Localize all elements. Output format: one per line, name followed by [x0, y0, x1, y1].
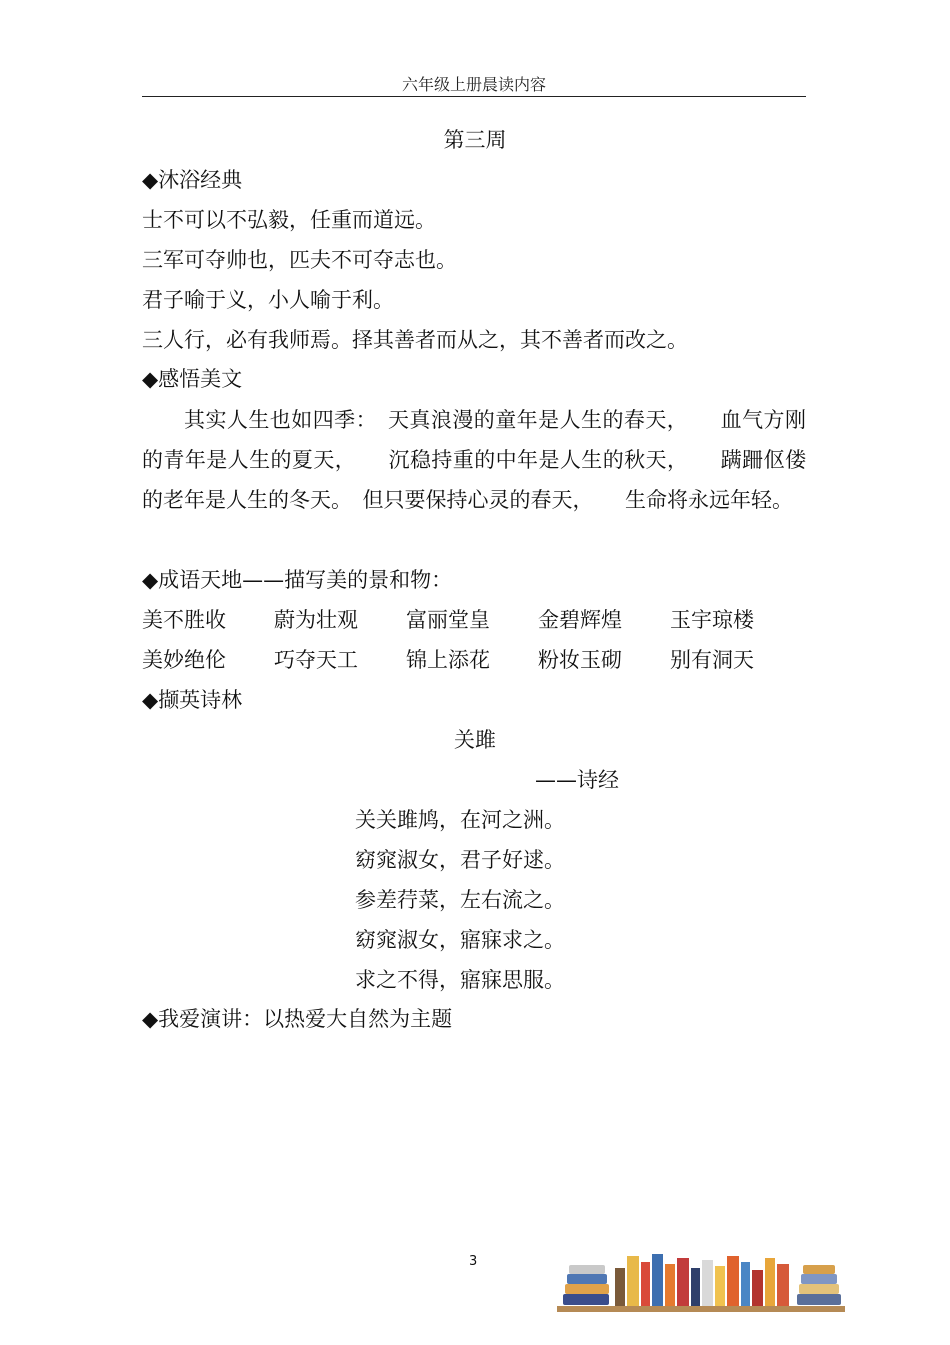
bookshelf-icon: [557, 1250, 845, 1314]
header-divider: [142, 96, 806, 97]
week-title: 第三周: [443, 128, 507, 152]
poem-line: 参差荇菜，左右流之。: [355, 888, 565, 912]
page-number: 3: [469, 1254, 478, 1269]
idiom: 富丽堂皇: [406, 608, 490, 632]
poem-title: 关雎: [454, 728, 496, 752]
idiom: 金碧辉煌: [538, 608, 622, 632]
idiom-row-1: [142, 605, 802, 635]
classics-line: 君子喻于义，小人喻于利。: [142, 288, 394, 312]
page-header: 六年级上册晨读内容: [401, 75, 546, 94]
classics-line: 三军可夺帅也，匹夫不可夺志也。: [142, 248, 457, 272]
idiom-row-2: [142, 645, 802, 675]
idiom: 美不胜收: [142, 608, 226, 632]
idiom: 巧夺天工: [274, 648, 358, 672]
idiom: 美妙绝伦: [142, 648, 226, 672]
poem-author: ——诗经: [535, 768, 619, 792]
poem-line: 关关雎鸠，在河之洲。: [355, 808, 565, 832]
idiom: 粉妆玉砌: [538, 648, 622, 672]
speech-heading: ◆我爱演讲：以热爱大自然为主题: [142, 1007, 453, 1031]
classics-heading: ◆沐浴经典: [142, 168, 243, 192]
classics-line: 三人行，必有我师焉。择其善者而从之，其不善者而改之。: [142, 328, 688, 352]
idiom: 别有洞天: [670, 648, 754, 672]
poem-line: 窈窕淑女，君子好逑。: [355, 848, 565, 872]
idioms-heading: ◆成语天地——描写美的景和物：: [142, 568, 453, 592]
poem-line: 窈窕淑女，寤寐求之。: [355, 928, 565, 952]
idiom: 蔚为壮观: [274, 608, 358, 632]
idiom: 玉宇琼楼: [670, 608, 754, 632]
poetry-heading: ◆撷英诗林: [142, 688, 243, 712]
essay-heading: ◆感悟美文: [142, 367, 243, 391]
classics-line: 士不可以不弘毅，任重而道远。: [142, 208, 436, 232]
idiom: 锦上添花: [406, 648, 490, 672]
poem-line: 求之不得，寤寐思服。: [355, 968, 565, 992]
essay-paragraph: 其实人生也如四季： 天真浪漫的童年是人生的春天， 血气方刚的青年是人生的夏天， 沉稳持重的中年是人生的秋天， 蹒跚伛偻的老年是人生的冬天。 但只要保持心灵的春天， 生命将永远年轻。: [142, 408, 806, 512]
